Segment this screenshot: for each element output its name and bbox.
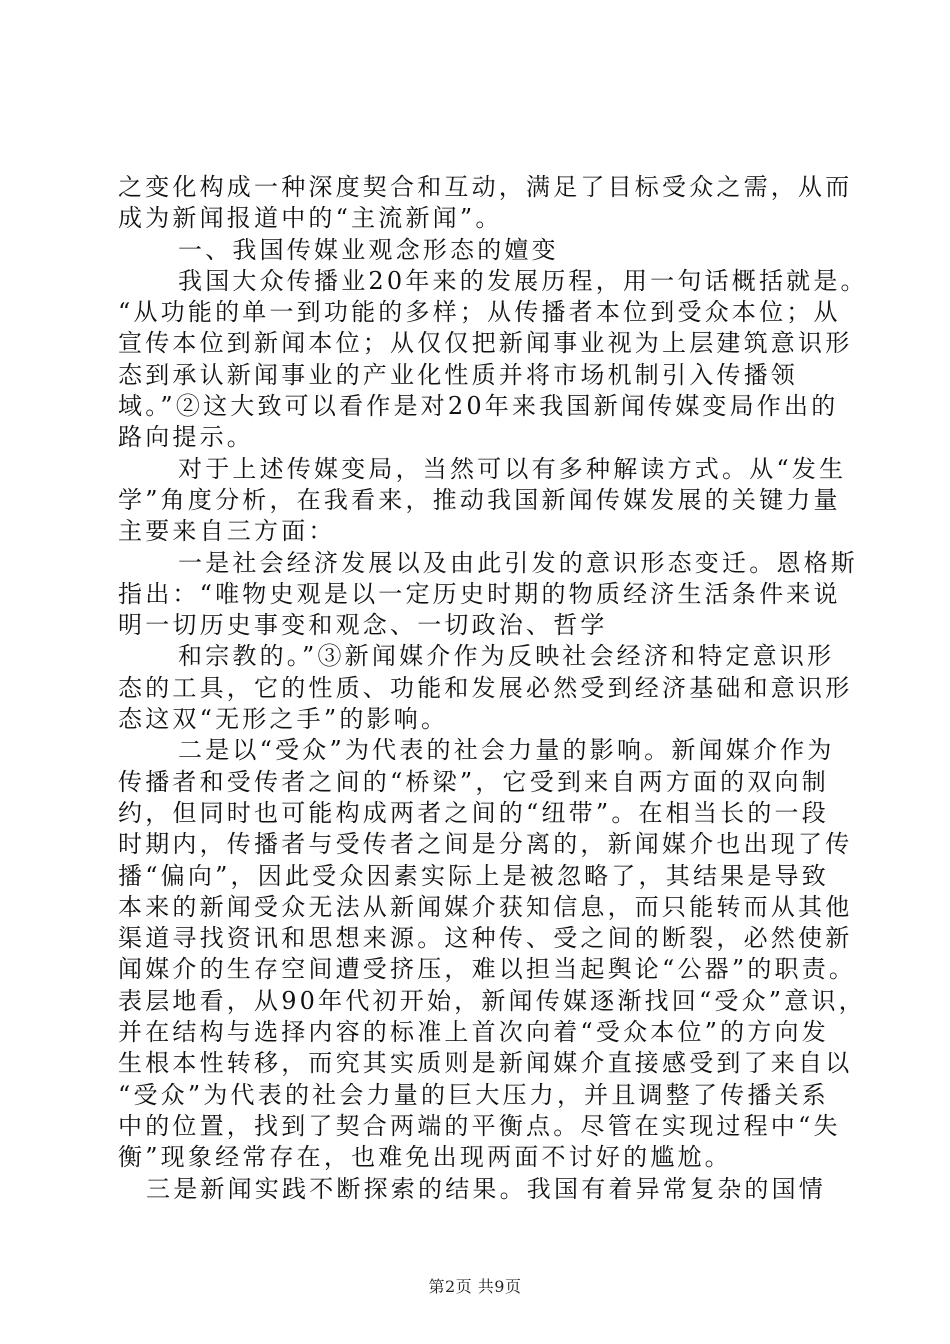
text-line: 闻媒介的生存空间遭受挤压，难以担当起舆论“公器”的职责。 [118,955,857,984]
text-line: 生根本性转移，而究其实质则是新闻媒介直接感受到了来自以 [118,1049,853,1078]
body-text [118,172,868,1205]
text-line: 态到承认新闻事业的产业化性质并将市场机制引入传播领 [118,360,798,389]
text-line: 指出：“唯物史观是以一定历史时期的物质经济生活条件来说 [118,579,841,608]
section-heading: 一、我国传媒业观念形态的嬗变 [178,235,559,264]
page-footer: 第2页 共9页 [428,1277,522,1296]
text-line: 明一切历史事变和观念、一切政治、哲学 [118,611,608,640]
text-line: 态这双“无形之手”的影响。 [118,705,449,734]
text-line: 中的位置，找到了契合两端的平衡点。尽管在实现过程中“失 [118,1111,841,1140]
text-line: 宣传本位到新闻本位；从仅仅把新闻事业视为上层建筑意识形 [118,329,853,358]
text-line: 播“偏向”，因此受众因素实际上是被忽略了，其结果是导致 [118,861,829,890]
text-line: 我国大众传播业20年来的发展历程，用一句话概括就是。 [178,266,868,295]
text-line: 二是以“受众”为代表的社会力量的影响。新闻媒介作为 [178,736,835,765]
text-line: 时期内，传播者与受传者之间是分离的，新闻媒介也出现了传 [118,830,853,859]
text-line: 学”角度分析，在我看来，推动我国新闻传媒发展的关键力量 [118,485,841,514]
text-line: 之变化构成一种深度契合和互动，满足了目标受众之需，从而 [118,173,853,201]
text-line: 渠道寻找资讯和思想来源。这种传、受之间的断裂，必然使新 [118,924,853,953]
text-line: “从功能的单一到功能的多样；从传播者本位到受众本位；从 [118,298,841,327]
text-line: 路向提示。 [118,423,254,452]
text-line: 表层地看，从90年代初开始，新闻传媒逐渐找回“受众”意识， [118,986,866,1015]
text-line: 对于上述传媒变局，当然可以有多种解读方式。从“发生 [178,454,847,483]
text-line: 成为新闻报道中的“主流新闻”。 [118,204,503,233]
text-line: “受众”为代表的社会力量的巨大压力，并且调整了传播关系 [118,1080,829,1109]
text-line: 主要来自三方面： [118,517,336,546]
text-line: 并在结构与选择内容的标准上首次向着“受众本位”的方向发 [118,1018,829,1047]
text-line: 本来的新闻受众无法从新闻媒介获知信息，而只能转而从其他 [118,892,853,921]
text-line: 衡”现象经常存在，也难免出现两面不讨好的尴尬。 [118,1143,732,1172]
text-line: 一是社会经济发展以及由此引发的意识形态变迁。恩格斯 [178,548,858,577]
text-line: 态的工具，它的性质、功能和发展必然受到经济基础和意识形 [118,673,853,702]
text-line: 约，但同时也可能构成两者之间的“纽带”。在相当长的一段 [118,798,829,827]
text-line: 传播者和受传者之间的“桥梁”，它受到来自两方面的双向制 [118,767,829,796]
text-line: 和宗教的。”③新闻媒介作为反映社会经济和特定意识形 [178,642,835,671]
text-line: 三是新闻实践不断探索的结果。我国有着异常复杂的国情 [146,1174,826,1203]
text-line: 域。”②这大致可以看作是对20年来我国新闻传媒变局作出的 [118,392,839,421]
